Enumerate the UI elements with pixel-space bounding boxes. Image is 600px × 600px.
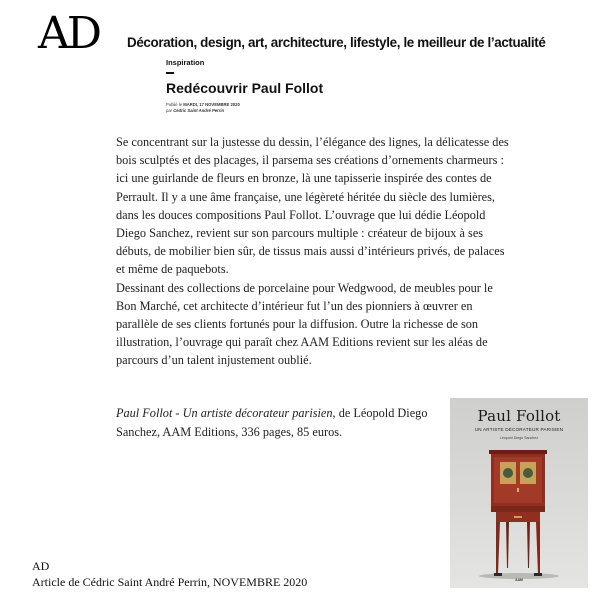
cabinet-illustration (450, 398, 588, 588)
published-date: MARDI, 17 NOVEMBRE 2020 (183, 102, 240, 107)
site-tagline: Décoration, design, art, architecture, lifestyle, le meilleur de l’actualité (127, 35, 546, 50)
book-citation-title: Paul Follot - Un artiste décorateur parisien (116, 406, 333, 420)
footer-credit: Article de Cédric Saint André Perrin, NOVEMBRE 2020 (32, 575, 308, 589)
paragraph-2: Dessinant des collections de porcelaine pour Wedgwood, de meubles pour le Bon Marché, cet architecte d’intérieur fut l’un des pionniers à œuvrer en parallèle de ses clients fortunés pour la diffusion. Outre la richesse de son illustration, l’ouvrage qui paraît chez AAM Editions revient sur les aléas de parcours d’un talent injustement oublié. (116, 280, 493, 368)
title-divider (166, 72, 174, 74)
article-body (116, 133, 516, 370)
author-name[interactable]: Cédric Saint André Perrin (173, 108, 225, 113)
footer-source: AD (32, 559, 50, 573)
author-prefix: par (166, 108, 173, 113)
book-citation (116, 404, 446, 442)
article-meta (166, 102, 240, 114)
ad-logo[interactable]: AD (38, 8, 100, 59)
article-footer (32, 558, 307, 590)
book-cover-author: Léopold Diego Sanchez (499, 436, 539, 440)
book-citation-details: , de Léopold Diego Sanchez, AAM Editions, 336 pages, 85 euros. (116, 406, 428, 439)
paragraph-1: Se concentrant sur la justesse du dessin, l’élégance des lignes, la délicatesse des bois sculptés et des placages, il parsema ses créations d’ornements charmeurs : ici une guirlande de fleurs en bronze, là une tapisserie inspirée des contes de Perrault. Il y a une âme française, une légèreté héritée du siècle des lumières, dans les douces compositions Paul Follot. L’ouvrage que lui dédie Léopold Diego Sanchez, revient sur son parcours multiple : créateur de bijoux à ses débuts, de mobilier bien sûr, de tissus mais aussi d’intérieurs privés, de palaces et même de paquebots. (116, 135, 509, 277)
book-cover-subtitle: UN ARTISTE DÉCORATEUR PARISIEN (474, 427, 564, 432)
book-cover-title: Paul Follot (477, 407, 561, 425)
author-line (166, 108, 240, 114)
published-prefix: Publié le (166, 102, 183, 107)
article-category[interactable]: Inspiration (166, 58, 205, 67)
article-title: Redécouvrir Paul Follot (166, 80, 324, 96)
book-cover-publisher: AAM (515, 578, 523, 582)
book-cover-image (450, 398, 588, 588)
